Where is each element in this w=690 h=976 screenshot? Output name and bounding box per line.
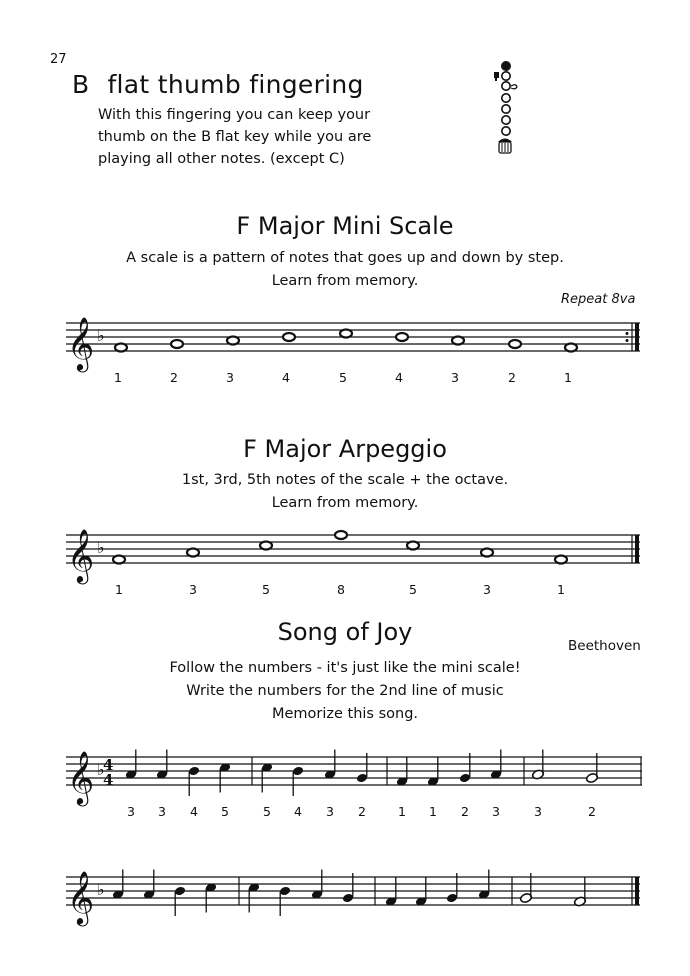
treble-clef-icon: 𝄞: [67, 528, 95, 582]
scale-degree-number: 5: [263, 804, 271, 819]
scale-degree-number: 3: [326, 804, 334, 819]
scale-title: F Major Mini Scale: [236, 212, 454, 240]
quarter-note: [324, 750, 336, 780]
scale-degree-number: 2: [461, 804, 469, 819]
quarter-note: [279, 886, 291, 916]
quarter-note: [478, 870, 490, 900]
quarter-note: [490, 750, 502, 780]
time-signature-top: 4: [103, 756, 114, 774]
composer-name: Beethoven: [568, 638, 641, 654]
scale-degree-number: 2: [508, 370, 516, 385]
scale-degree-number: 3: [483, 582, 491, 597]
arpeggio-title: F Major Arpeggio: [243, 435, 447, 463]
song-description-line: Memorize this song.: [271, 706, 419, 722]
quarter-note: [174, 886, 186, 916]
scale-degree-number: 3: [451, 370, 459, 385]
scale-degree-number: 1: [557, 582, 565, 597]
whole-note: [113, 556, 125, 564]
bflat-intro-line: thumb on the B flat key while you are: [98, 129, 372, 145]
scale-degree-number: 4: [395, 370, 403, 385]
scale-degree-number: 4: [294, 804, 302, 819]
song-line2-staff: [66, 870, 640, 927]
whole-note: [115, 344, 127, 352]
scale-degree-number: 8: [337, 582, 345, 597]
whole-note: [283, 333, 295, 341]
whole-note: [260, 542, 272, 550]
scale-degree-number: 1: [114, 370, 122, 385]
whole-note: [481, 549, 493, 557]
scale-degree-number: 1: [115, 582, 123, 597]
song-description-line: Follow the numbers - it's just like the mini scale!: [169, 660, 521, 676]
quarter-note: [112, 870, 124, 900]
quarter-note: [188, 766, 200, 796]
quarter-note: [396, 757, 408, 787]
time-signature-bottom: 4: [103, 771, 114, 789]
quarter-note: [292, 766, 304, 796]
scale-degree-number: 3: [226, 370, 234, 385]
whole-note: [452, 337, 464, 345]
arpeggio-staff-lines: [66, 528, 640, 597]
whole-note: [407, 542, 419, 550]
arpeggio-description: [0, 469, 690, 515]
flat-key-signature-icon: ♭: [97, 326, 105, 345]
flat-key-signature-icon: ♭: [97, 760, 105, 779]
scale-degree-number: 1: [429, 804, 437, 819]
scale-degree-number: 3: [158, 804, 166, 819]
scale-degree-number: 1: [398, 804, 406, 819]
treble-clef-icon: 𝄞: [67, 870, 95, 924]
arpeggio-description-line: 1st, 3rd, 5th notes of the scale + the octave.: [181, 472, 509, 488]
scale-degree-number: 4: [282, 370, 290, 385]
quarter-note: [311, 870, 323, 900]
quarter-note: [125, 750, 137, 780]
whole-note: [227, 337, 239, 345]
scale-description-line: Learn from memory.: [271, 273, 419, 289]
quarter-note: [415, 877, 427, 907]
quarter-note: [385, 877, 397, 907]
scale-degree-number: 3: [189, 582, 197, 597]
quarter-note: [427, 757, 439, 787]
half-note: [574, 877, 587, 907]
song-line1-staff: [66, 750, 642, 820]
scale-degree-number: 3: [127, 804, 135, 819]
flat-key-signature-icon: ♭: [97, 538, 105, 557]
scale-degree-number: 5: [409, 582, 417, 597]
flat-key-signature-icon: ♭: [97, 880, 105, 899]
whole-note: [340, 330, 352, 338]
bflat-intro-line: With this fingering you can keep your: [98, 107, 371, 123]
half-note: [532, 750, 545, 780]
whole-note: [171, 340, 183, 348]
whole-note: [509, 340, 521, 348]
repeat-8va-annotation: Repeat 8va: [561, 292, 636, 307]
scale-degree-number: 3: [534, 804, 542, 819]
bflat-heading-text: flat thumb fingering: [107, 70, 364, 99]
scale-description-line: A scale is a pattern of notes that goes up and down by step.: [126, 250, 564, 266]
quarter-note: [261, 762, 273, 792]
scale-degree-number: 5: [262, 582, 270, 597]
bflat-intro-line: playing all other notes. (except C): [98, 151, 345, 167]
scale-degree-number: 2: [358, 804, 366, 819]
quarter-note: [156, 750, 168, 780]
scale-degree-number: 5: [339, 370, 347, 385]
quarter-note: [143, 870, 155, 900]
whole-note: [335, 531, 347, 539]
song-description-line: Write the numbers for the 2nd line of music: [186, 683, 504, 699]
whole-note: [555, 556, 567, 564]
page-number: 27: [50, 52, 67, 67]
scale-degree-number: 2: [588, 804, 596, 819]
quarter-note: [219, 762, 231, 792]
whole-note: [396, 333, 408, 341]
quarter-note: [205, 882, 217, 912]
scale-degree-number: 3: [492, 804, 500, 819]
bflat-heading-letter: B: [72, 70, 90, 99]
scale-degree-number: 2: [170, 370, 178, 385]
scale-degree-number: 1: [564, 370, 572, 385]
treble-clef-icon: 𝄞: [67, 316, 95, 370]
scale-degree-number: 5: [221, 804, 229, 819]
whole-note: [565, 344, 577, 352]
quarter-note: [248, 882, 260, 912]
song-description: [0, 657, 690, 726]
song-title: Song of Joy: [277, 618, 413, 646]
scale-staff-lines: [66, 316, 640, 385]
arpeggio-description-line: Learn from memory.: [271, 495, 419, 511]
scale-degree-number: 4: [190, 804, 198, 819]
whole-note: [187, 549, 199, 557]
treble-clef-icon: 𝄞: [67, 750, 95, 804]
